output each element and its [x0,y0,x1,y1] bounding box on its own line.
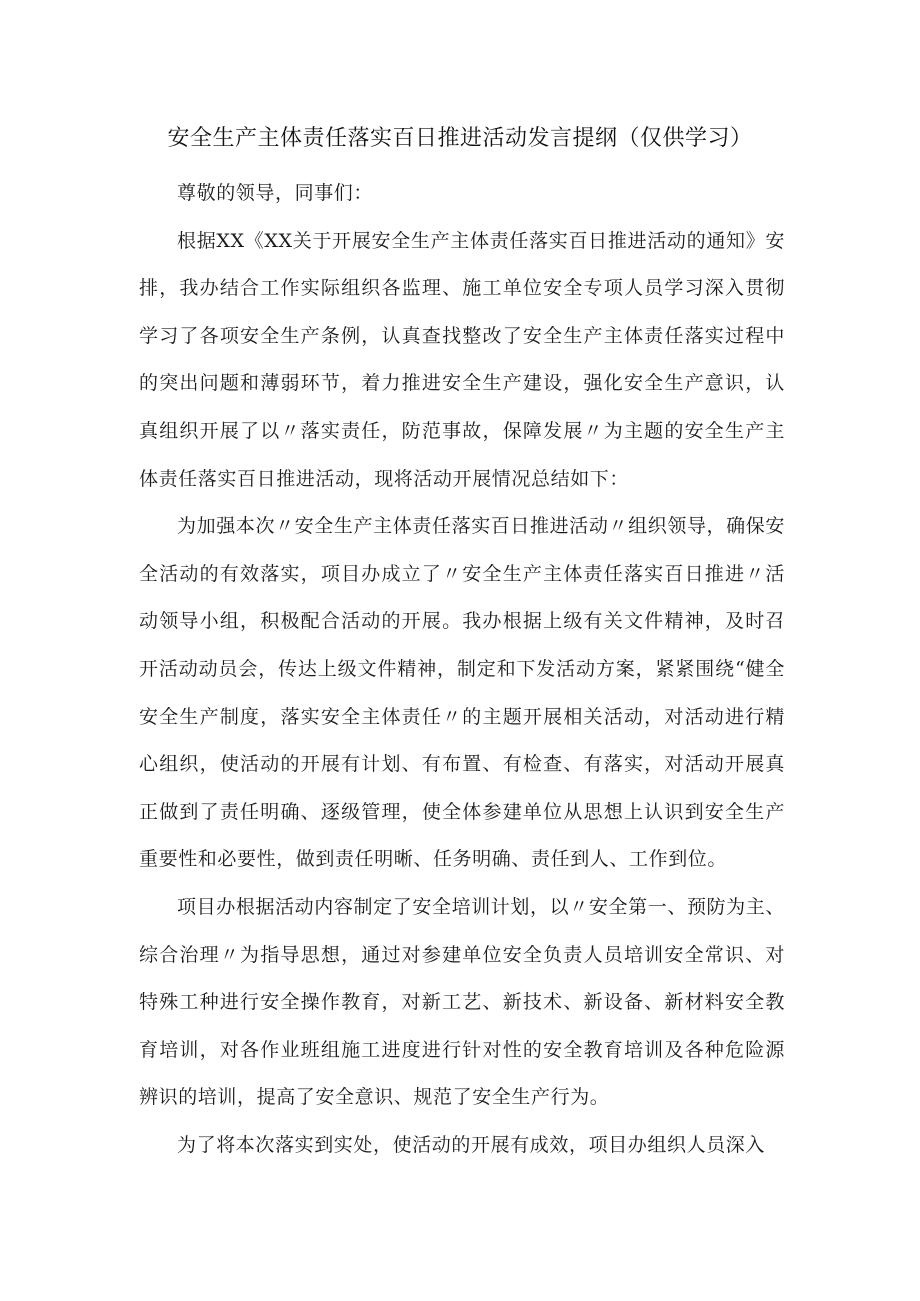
salutation: 尊敬的领导，同事们： [177,182,374,204]
document-body [139,170,785,1169]
paragraph-2: 为加强本次〃安全生产主体责任落实百日推进活动〃组织领导，确保安全活动的有效落实，项目办成立了〃安全生产主体责任落实百日推进〃活动领导小组，积极配合活动的开展。我办根据上级有关文件精神，及时召开活动动员会，传达上级文件精神，制定和下发活动方案，紧紧围绕“健全安全生产制度，落实安全主体责任〃的主题开展相关活动，对活动进行精心组织，使活动的开展有计划、有布置、有检查、有落实，对活动开展真正做到了责任明确、逐级管理，使全体参建单位从思想上认识到安全生产重要性和必要性，做到责任明晰、任务明确、责任到人、工作到位。 [139,515,785,871]
paragraph-4: 为了将本次落实到实处，使活动的开展有成效，项目办组织人员深入 [177,1133,766,1156]
document-title: 安全生产主体责任落实百日推进活动发言提纲（仅供学习） [167,126,753,151]
paragraph-1: 根据XX《XX关于开展安全生产主体责任落实百日推进活动的通知》安排，我办结合工作实际组织各监理、施工单位安全专项人员学习深入贯彻学习了各项安全生产条例，认真查找整改了安全生产主体责任落实过程中的突出问题和薄弱环节，着力推进安全生产建设，强化安全生产意识，认真组织开展了以〃落实责任，防范事故，保障发展〃为主题的安全生产主体责任落实百日推进活动，现将活动开展情况总结如下： [139,229,785,490]
paragraph-3: 项目办根据活动内容制定了安全培训计划，以〃安全第一、预防为主、综合治理〃为指导思想，通过对参建单位安全负责人员培训安全常识、对特殊工种进行安全操作教育，对新工艺、新技术、新设备、新材料安全教育培训，对各作业班组施工进度进行针对性的安全教育培训及各种危险源辨识的培训，提高了安全意识、规范了安全生产行为。 [139,895,785,1109]
